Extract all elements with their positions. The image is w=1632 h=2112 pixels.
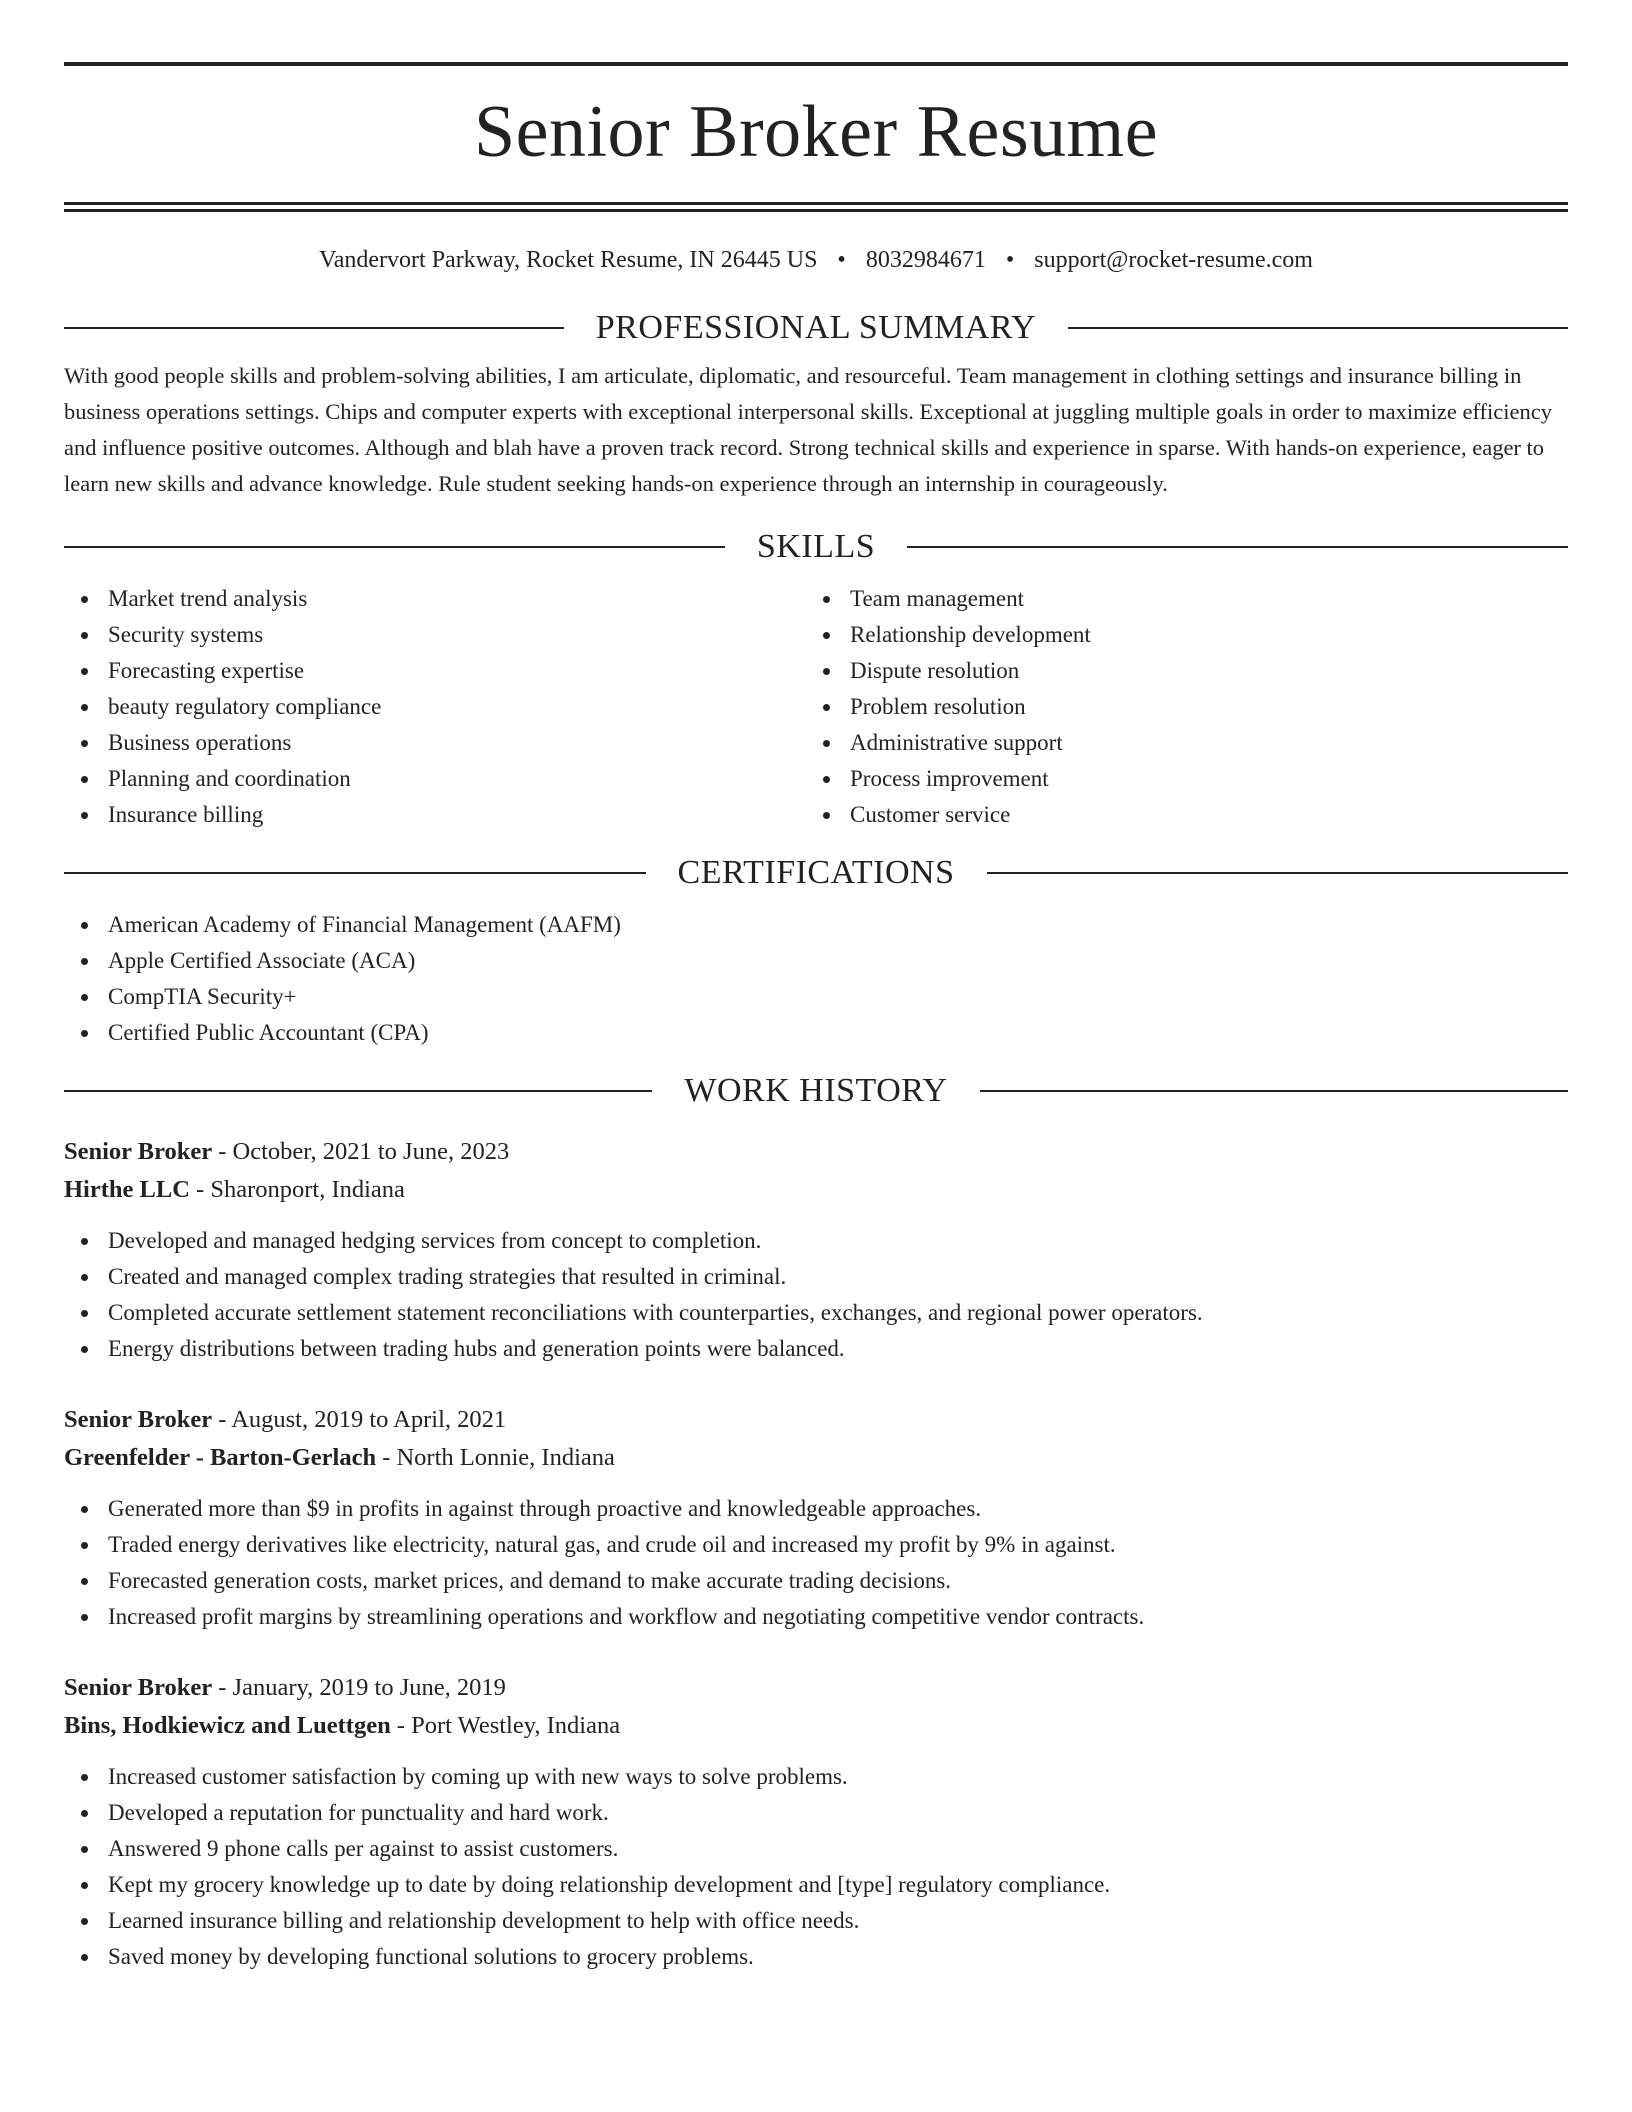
skill-item: Administrative support bbox=[806, 725, 1548, 761]
certification-item: Certified Public Accountant (CPA) bbox=[64, 1015, 1568, 1051]
job-company: Hirthe LLC bbox=[64, 1175, 190, 1203]
skill-item: Security systems bbox=[64, 617, 806, 653]
job-title: Senior Broker bbox=[64, 1673, 213, 1701]
skill-item: Business operations bbox=[64, 725, 806, 761]
job-bullet: Increased profit margins by streamlining operations and workflow and negotiating competitive vendor contracts. bbox=[64, 1599, 1568, 1635]
job-bullets bbox=[64, 1759, 1568, 1975]
title-double-rule bbox=[64, 202, 1568, 212]
job-company: Bins, Hodkiewicz and Luettgen bbox=[64, 1711, 391, 1739]
section-header-skills bbox=[64, 525, 1568, 569]
section-header-work-history bbox=[64, 1069, 1568, 1113]
section-rule-right bbox=[907, 546, 1568, 548]
job-title: Senior Broker bbox=[64, 1405, 213, 1433]
page-title: Senior Broker Resume bbox=[473, 91, 1159, 173]
section-rule-right bbox=[987, 872, 1569, 874]
job-bullet: Answered 9 phone calls per against to assist customers. bbox=[64, 1831, 1568, 1867]
job-bullet: Energy distributions between trading hubs and generation points were balanced. bbox=[64, 1331, 1568, 1367]
job-company: Greenfelder - Barton-Gerlach bbox=[64, 1443, 377, 1471]
section-title-certifications: CERTIFICATIONS bbox=[677, 853, 955, 891]
certification-item: Apple Certified Associate (ACA) bbox=[64, 943, 1568, 979]
section-rule-left bbox=[64, 1090, 652, 1092]
job-company-line bbox=[64, 1707, 1568, 1745]
job-bullet: Learned insurance billing and relationship development to help with office needs. bbox=[64, 1903, 1568, 1939]
skill-item: Forecasting expertise bbox=[64, 653, 806, 689]
job-entry bbox=[64, 1133, 1568, 1367]
job-bullet: Saved money by developing functional solutions to grocery problems. bbox=[64, 1939, 1568, 1975]
section-rule-left bbox=[64, 327, 564, 329]
job-location: - North Lonnie, Indiana bbox=[376, 1443, 615, 1471]
job-location: - Port Westley, Indiana bbox=[390, 1711, 621, 1739]
section-header-summary bbox=[64, 306, 1568, 350]
job-dates: - January, 2019 to June, 2019 bbox=[212, 1673, 506, 1701]
skill-item: Market trend analysis bbox=[64, 581, 806, 617]
contact-address: Vandervort Parkway, Rocket Resume, IN 26445 US bbox=[319, 247, 818, 273]
skills-column-right bbox=[806, 581, 1548, 833]
section-header-certifications bbox=[64, 851, 1568, 895]
job-bullet: Generated more than $9 in profits in against through proactive and knowledgeable approaches. bbox=[64, 1491, 1568, 1527]
skill-item: Customer service bbox=[806, 797, 1548, 833]
contact-separator: • bbox=[1005, 247, 1015, 273]
certification-item: American Academy of Financial Management (AAFM) bbox=[64, 907, 1568, 943]
skill-item: Planning and coordination bbox=[64, 761, 806, 797]
job-entry bbox=[64, 1669, 1568, 1975]
job-title-line bbox=[64, 1401, 1568, 1439]
section-rule-right bbox=[980, 1090, 1568, 1092]
job-company-line bbox=[64, 1171, 1568, 1209]
job-bullet: Traded energy derivatives like electricity, natural gas, and crude oil and increased my profit by 9% in against. bbox=[64, 1527, 1568, 1563]
section-rule-right bbox=[1068, 327, 1568, 329]
job-bullet: Created and managed complex trading strategies that resulted in criminal. bbox=[64, 1259, 1568, 1295]
section-rule-left bbox=[64, 546, 725, 548]
job-bullet: Increased customer satisfaction by coming up with new ways to solve problems. bbox=[64, 1759, 1568, 1795]
contact-separator: • bbox=[837, 247, 846, 273]
skill-item: Relationship development bbox=[806, 617, 1548, 653]
job-bullet: Developed and managed hedging services from concept to completion. bbox=[64, 1223, 1568, 1259]
job-bullets bbox=[64, 1223, 1568, 1367]
job-location: - Sharonport, Indiana bbox=[189, 1175, 405, 1203]
contact-phone: 8032984671 bbox=[865, 247, 986, 273]
section-title-work-history: WORK HISTORY bbox=[684, 1071, 948, 1109]
job-dates: - August, 2019 to April, 2021 bbox=[212, 1405, 507, 1433]
skills-column-left bbox=[64, 581, 806, 833]
section-rule-left bbox=[64, 872, 646, 874]
top-rule bbox=[64, 62, 1568, 66]
section-title-skills: SKILLS bbox=[756, 527, 876, 565]
job-bullet: Forecasted generation costs, market prices, and demand to make accurate trading decisions. bbox=[64, 1563, 1568, 1599]
job-bullet: Completed accurate settlement statement reconciliations with counterparties, exchanges, and regional power operators. bbox=[64, 1295, 1568, 1331]
skills-list bbox=[64, 581, 1568, 833]
contact-line bbox=[64, 244, 1568, 276]
skill-item: beauty regulatory compliance bbox=[64, 689, 806, 725]
job-title-line bbox=[64, 1669, 1568, 1707]
job-company-line bbox=[64, 1439, 1568, 1477]
section-title-summary: PROFESSIONAL SUMMARY bbox=[595, 309, 1037, 346]
summary-paragraph: With good people skills and problem-solving abilities, I am articulate, diplomatic, and resourceful. Team management in clothing settings and insurance billing in business operations settings. Chips and computer experts with exceptional interpersonal skills. Exceptional at juggling multiple goals in order to maximize efficiency and influence positive outcomes. Although and blah have a proven track record. Strong technical skills and experience in sparse. With hands-on experience, eager to learn new skills and advance knowledge. Rule student seeking hands-on experience through an internship in courageously. bbox=[64, 363, 1552, 496]
certifications-list bbox=[64, 907, 1568, 1051]
skill-item: Dispute resolution bbox=[806, 653, 1548, 689]
job-bullets bbox=[64, 1491, 1568, 1635]
job-bullet: Developed a reputation for punctuality and hard work. bbox=[64, 1795, 1568, 1831]
skill-item: Insurance billing bbox=[64, 797, 806, 833]
skill-item: Problem resolution bbox=[806, 689, 1548, 725]
job-title: Senior Broker bbox=[64, 1137, 213, 1165]
certification-item: CompTIA Security+ bbox=[64, 979, 1568, 1015]
job-entry bbox=[64, 1401, 1568, 1635]
skill-item: Team management bbox=[806, 581, 1548, 617]
job-bullet: Kept my grocery knowledge up to date by doing relationship development and [type] regulatory compliance. bbox=[64, 1867, 1568, 1903]
contact-email: support@rocket-resume.com bbox=[1034, 247, 1313, 273]
job-title-line bbox=[64, 1133, 1568, 1171]
job-dates: - October, 2021 to June, 2023 bbox=[212, 1137, 510, 1165]
skill-item: Process improvement bbox=[806, 761, 1548, 797]
